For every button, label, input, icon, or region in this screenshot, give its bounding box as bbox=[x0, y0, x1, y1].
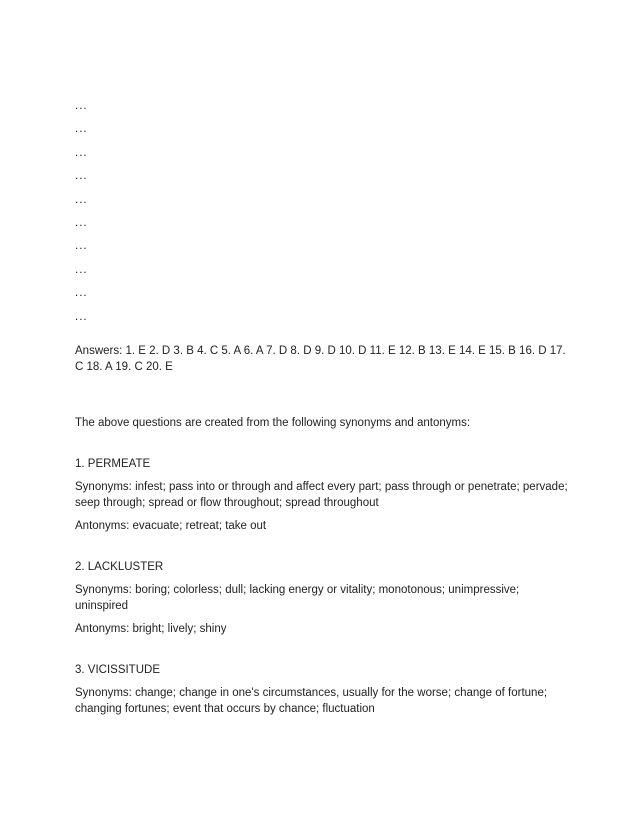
ellipsis-line: ... bbox=[75, 146, 88, 159]
entry-title: 1. PERMEATE bbox=[75, 457, 151, 470]
word-entry-lackluster bbox=[75, 559, 575, 637]
entry-synonyms: Synonyms: boring; colorless; dull; lacking energy or vitality; monotonous; unimpressive; uninspired bbox=[75, 583, 520, 612]
entry-antonyms: Antonyms: evacuate; retreat; take out bbox=[75, 519, 267, 532]
ellipsis-list bbox=[75, 98, 575, 325]
ellipsis-line: ... bbox=[75, 100, 88, 112]
entry-antonyms: Antonyms: bright; lively; shiny bbox=[75, 622, 227, 635]
entry-synonyms: Synonyms: infest; pass into or through and affect every part; pass through or penetrate; pervade; seep through; spread or flow throughout; spread throughout bbox=[75, 480, 568, 509]
intro-paragraph: The above questions are created from the following synonyms and antonyms: bbox=[75, 416, 471, 429]
document-content bbox=[75, 98, 575, 724]
entry-title: 3. VICISSITUDE bbox=[75, 663, 160, 676]
ellipsis-line: ... bbox=[75, 310, 88, 323]
answer-key: Answers: 1. E 2. D 3. B 4. C 5. A 6. A 7. D 8. D 9. D 10. D 11. E 12. B 13. E 14. E 15. B 16. D 17. C 18. A 19. C 20. E bbox=[75, 344, 566, 373]
ellipsis-line: ... bbox=[75, 263, 88, 276]
ellipsis-line: ... bbox=[75, 240, 88, 253]
entry-title: 2. LACKLUSTER bbox=[75, 560, 164, 573]
entry-synonyms: Synonyms: change; change in one's circumstances, usually for the worse; change of fortune; changing fortunes; event that occurs by chance; fluctuation bbox=[75, 686, 548, 715]
ellipsis-line: ... bbox=[75, 193, 88, 206]
word-entry-vicissitude bbox=[75, 662, 575, 717]
ellipsis-line: ... bbox=[75, 123, 88, 136]
word-entry-permeate bbox=[75, 456, 575, 534]
ellipsis-line: ... bbox=[75, 216, 88, 229]
ellipsis-line: ... bbox=[75, 287, 88, 300]
ellipsis-line: ... bbox=[75, 170, 88, 183]
